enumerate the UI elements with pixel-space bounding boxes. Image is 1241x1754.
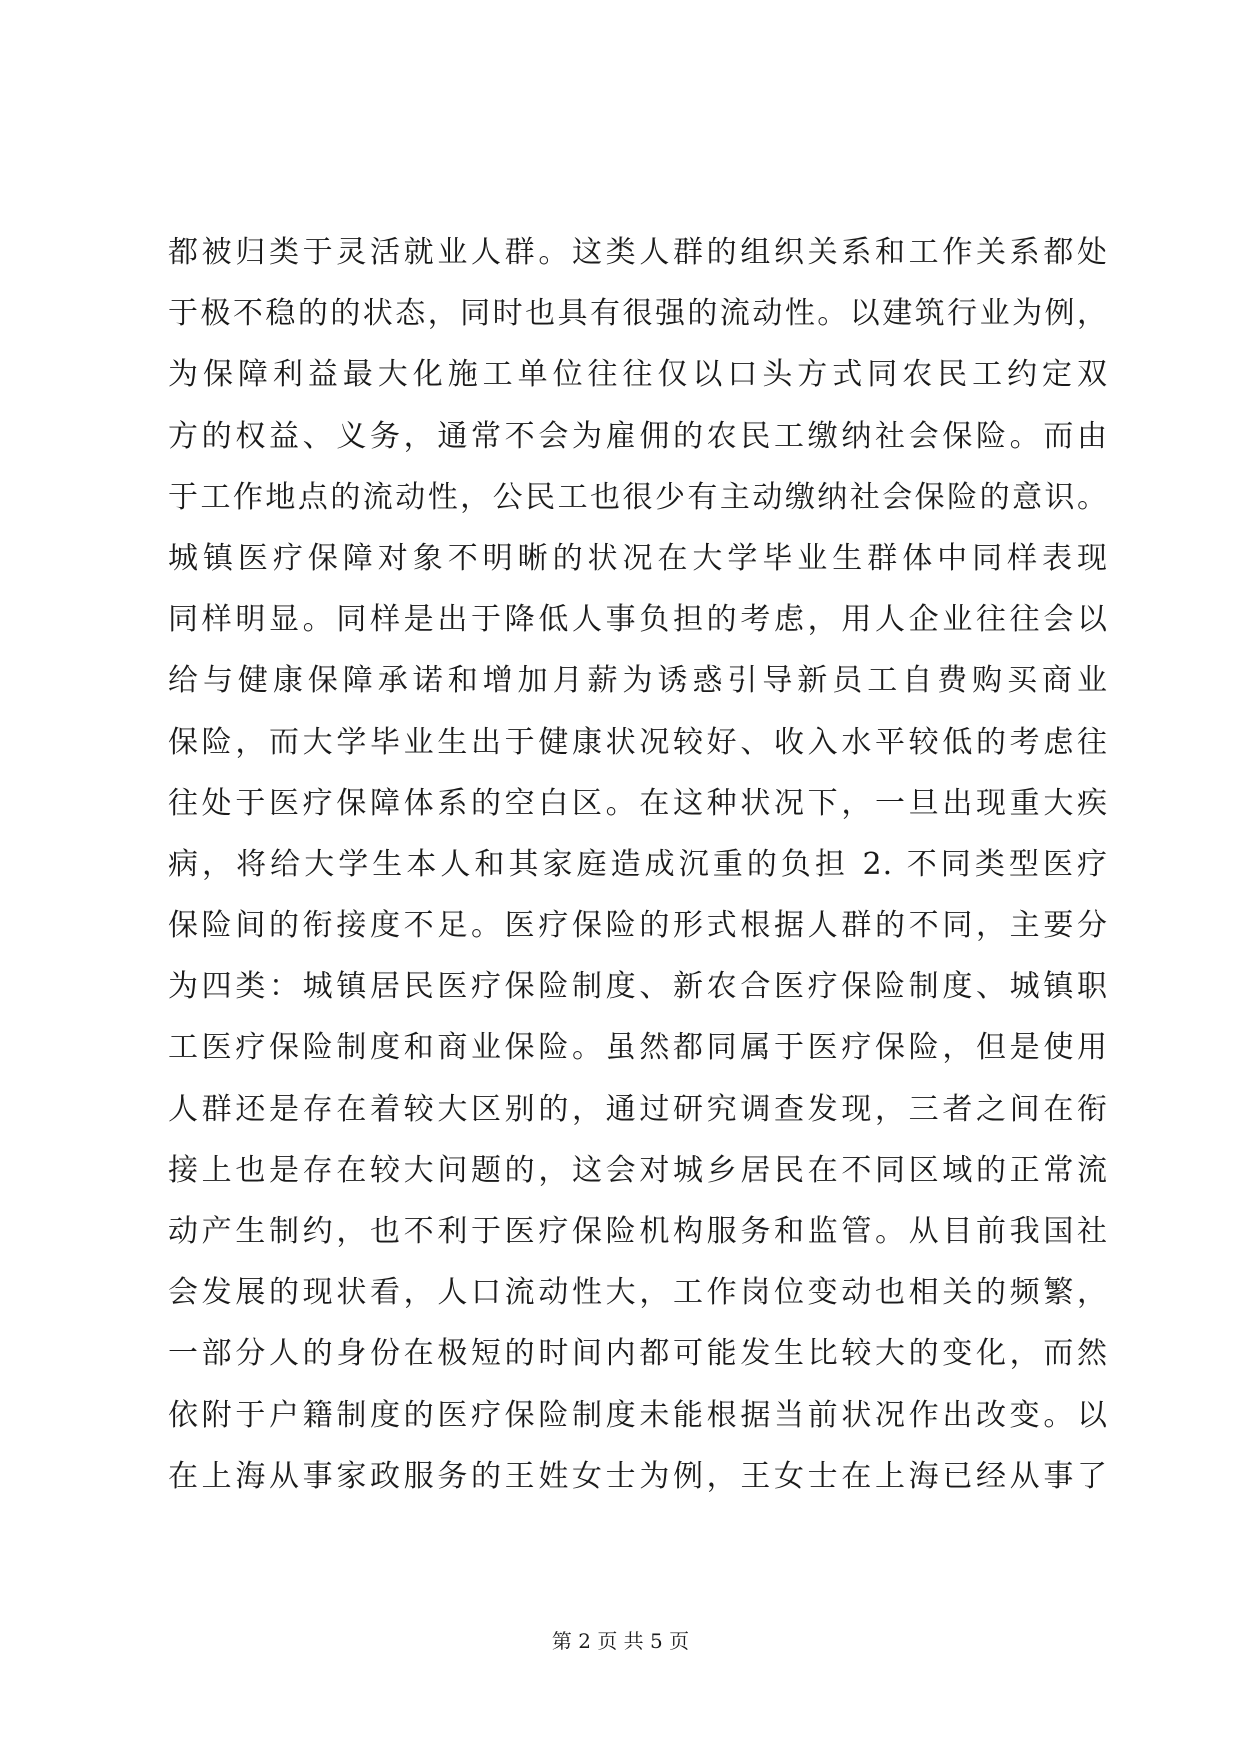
text-line: 同样明显。同样是出于降低人事负担的考虑，用人企业往往会以 [168,602,1108,638]
text-line: 于极不稳的的状态，同时也具有很强的流动性。以建筑行业为例， [168,296,1108,332]
text-line: 给与健康保障承诺和增加月薪为诱惑引导新员工自费购买商业 [168,663,1108,699]
text-line: 都被归类于灵活就业人群。这类人群的组织关系和工作关系都处 [168,235,1108,270]
text-line: 一部分人的身份在极短的时间内都可能发生比较大的变化，而然 [168,1336,1108,1372]
text-line: 接上也是存在较大问题的，这会对城乡居民在不同区域的正常流 [168,1152,1108,1188]
text-line: 保险，而大学毕业生出于健康状况较好、收入水平较低的考虑往 [168,724,1108,760]
text-line: 城镇医疗保障对象不明晰的状况在大学毕业生群体中同样表现 [168,540,1108,576]
text-line: 动产生制约，也不利于医疗保险机构服务和监管。从目前我国社 [168,1214,1108,1249]
page-footer: 第 2 页 共 5 页 [551,1629,690,1653]
body-text [168,222,1108,1507]
text-line: 方的权益、义务，通常不会为雇佣的农民工缴纳社会保险。而由 [168,418,1108,454]
text-line: 在上海从事家政服务的王姓女士为例，王女士在上海已经从事了 [168,1458,1108,1494]
text-line: 为保障利益最大化施工单位往往仅以口头方式同农民工约定双 [168,357,1108,393]
text-line: 病，将给大学生本人和其家庭造成沉重的负担 2. 不同类型医疗 [168,846,1108,882]
text-line: 依附于户籍制度的医疗保险制度未能根据当前状况作出改变。以 [168,1397,1108,1433]
text-line: 保险间的衔接度不足。医疗保险的形式根据人群的不同，主要分 [168,908,1108,944]
text-line: 人群还是存在着较大区别的，通过研究调查发现，三者之间在衔 [168,1091,1108,1127]
text-line: 往处于医疗保障体系的空白区。在这种状况下，一旦出现重大疾 [168,785,1108,821]
text-line: 于工作地点的流动性，公民工也很少有主动缴纳社会保险的意识。 [168,479,1108,515]
text-line: 为四类：城镇居民医疗保险制度、新农合医疗保险制度、城镇职 [168,969,1108,1005]
text-line: 工医疗保险制度和商业保险。虽然都同属于医疗保险，但是使用 [168,1030,1108,1066]
text-line: 会发展的现状看，人口流动性大，工作岗位变动也相关的频繁， [168,1275,1108,1311]
